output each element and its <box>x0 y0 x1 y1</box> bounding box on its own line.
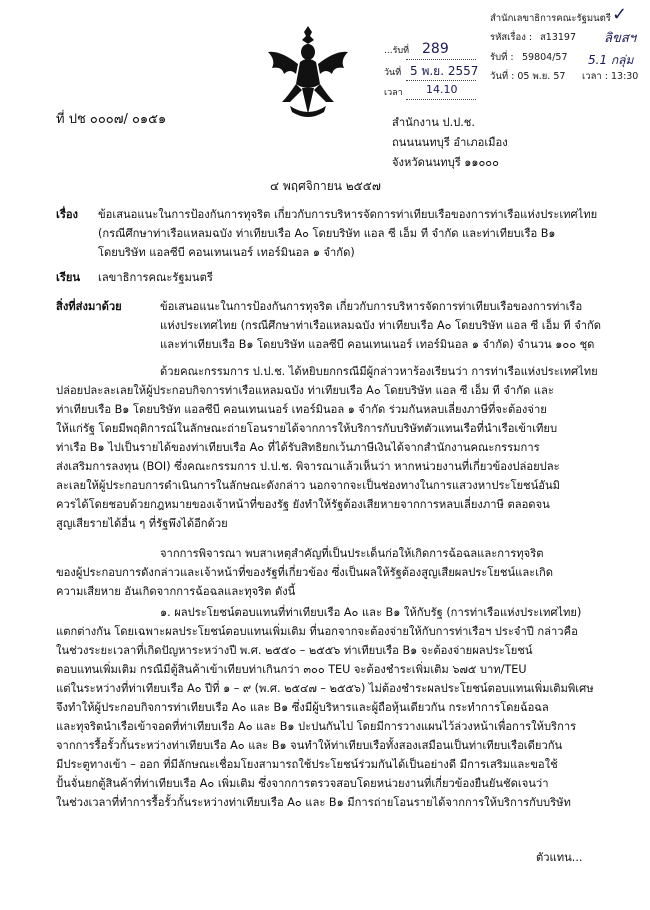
stamp-received-time: เวลา : 13:30 <box>582 71 639 82</box>
para1-line: ท่าเรือ B๑ ไปเป็นรายได้ของท่าเทียบเรือ A๐ ที่ได้รับสิทธิยกเว้นภาษีเงินได้จากสำนักงานคณะกรรมการ <box>56 441 540 454</box>
subject-line-2: (กรณีศึกษาท่าเรือแหลมฉบัง ท่าเทียบเรือ A๐ โดยบริษัท แอล ซี เอ็ม ที จำกัด และท่าเทียบเรือ B๑ <box>98 227 556 240</box>
sender-line-3: จังหวัดนนทบุรี ๑๑๐๐๐ <box>392 156 499 169</box>
enclosure-line-3: และท่าเทียบเรือ B๑ โดยบริษัท แอลซีบี คอนเทนเนอร์ เทอร์มินอล ๑ จำกัด) จำนวน ๑๐๐ ชุด <box>160 338 595 351</box>
para3-line: ในช่วงเวลาที่ทำการรื้อรั้วกั้นระหว่างท่าเทียบเรือ A๐ และ B๑ มีการถ่ายโอนรายได้จากการให้บริการกับบริษัท <box>56 796 571 809</box>
stamp-subject-code-label: รหัสเรื่อง : <box>490 32 533 43</box>
stamp-left-received-value: 289 <box>422 41 449 57</box>
para1-line: ท่าเทียบเรือ B๑ โดยบริษัท แอลซีบี คอนเทนเนอร์ เทอร์มินอล ๑ จำกัด ร่วมกันหลบเลี่ยงภาษีที่จะต้องจ่าย <box>56 403 547 416</box>
stamp-subject-code: ส13197 <box>540 32 577 43</box>
para2-line: ของผู้ประกอบการดังกล่าวและเจ้าหน้าที่ของรัฐที่เกี่ยวข้อง ซึ่งเป็นผลให้รัฐต้องสูญเสียผลประโยชน์และเกิด <box>56 566 554 579</box>
stamp-left-dotline <box>406 99 476 100</box>
reference-number: ที่ ปช ๐๐๐๗/ ๐๑๕๑ <box>56 112 167 127</box>
enclosure-line-1: ข้อเสนอแนะในการป้องกันการทุจริต เกี่ยวกับการบริหารจัดการท่าเทียบเรือของการท่าเรือ <box>160 300 583 313</box>
para2-line: จากการพิจารณา พบสาเหตุสำคัญที่เป็นประเด็นก่อให้เกิดการฉ้อฉลและการทุจริต <box>160 547 544 560</box>
para3-line: จึงทำให้ผู้ประกอบกิจการท่าเทียบเรือ A๐ และ B๑ ซึ่งมีผู้บริหารและผู้ถือหุ้นเดียวกัน กระทำการโดยฉ้อฉล <box>56 701 549 714</box>
to-label: เรียน <box>56 271 81 284</box>
handwritten-tick: ✓ <box>612 4 628 25</box>
stamp-received-no: 59804/57 <box>522 52 568 63</box>
stamp-left-time-label: เวลา <box>384 88 403 98</box>
sender-line-1: สำนักงาน ป.ป.ช. <box>392 116 475 129</box>
stamp-left-date-label: วันที่ <box>384 68 402 78</box>
para1-line: สูญเสียรายได้อื่น ๆ ที่รัฐพึงได้อีกด้วย <box>56 517 228 530</box>
para1-line: ให้แก่รัฐ โดยมีพฤติการณ์ในลักษณะถ่ายโอนรายได้จากการให้บริการกับบริษัทตัวแทนเรือที่นำเรือเข้าเทียบ <box>56 422 558 435</box>
para3-line: ปั้นจั่นยกตู้สินค้าที่ท่าเทียบเรือ A๐ เพิ่มเติม ซึ่งจากการตรวจสอบโดยหน่วยงานที่เกี่ยวข้องยืนยันชัดเจนว่า <box>56 777 549 790</box>
stamp-left-time-value: 14.10 <box>426 83 458 96</box>
stamp-left-dotline <box>406 59 476 60</box>
para3-line: จากการรื้อรั้วกั้นระหว่างท่าเทียบเรือ A๐ และ B๑ จนทำให้ท่าเทียบเรือทั้งสองเสมือนเป็นท่าเทียบเรือเดียวกัน <box>56 739 563 752</box>
stamp-left-dotline <box>406 80 476 81</box>
subject-label: เรื่อง <box>56 208 79 221</box>
para3-line: ตอบแทนเพิ่มเติม กรณีมีตู้สินค้าเข้าเทียบท่าเกินกว่า ๓๐๐ TEU จะต้องชำระเพิ่มเติม ๖๗๕ บาท/TEU <box>56 663 527 676</box>
stamp-office: สำนักเลขาธิการคณะรัฐมนตรี <box>490 13 611 24</box>
garuda-emblem-icon <box>262 22 354 122</box>
para3-line: ๑. ผลประโยชน์ตอบแทนที่ท่าเทียบเรือ A๐ และ B๑ ให้กับรัฐ (การท่าเรือแห่งประเทศไทย) <box>160 606 582 619</box>
stamp-received-date: วันที่ : 05 พ.ย. 57 <box>490 71 566 82</box>
stamp-left-date-value: 5 พ.ย. 2557 <box>410 64 479 78</box>
to-value: เลขาธิการคณะรัฐมนตรี <box>98 271 213 284</box>
letter-date: ๔ พฤศจิกายน ๒๕๕๗ <box>270 179 381 193</box>
enclosure-label: สิ่งที่ส่งมาด้วย <box>56 300 122 313</box>
para3-line: ในช่วงระยะเวลาที่เกิดปัญหาระหว่างปี พ.ศ. ๒๕๕๐ – ๒๕๕๖ ท่าเทียบเรือ B๑ จะต้องจ่ายผลประโยชน์ <box>56 644 533 657</box>
para2-line: ความเสียหาย อันเกิดจากการฉ้อฉลและทุจริต ดังนี้ <box>56 585 296 598</box>
subject-line-1: ข้อเสนอแนะในการป้องกันการทุจริต เกี่ยวกับการบริหารจัดการท่าเทียบเรือของการท่าเรือแห่งประเทศไทย <box>98 208 598 221</box>
para1-line: ส่งเสริมการลงทุน (BOI) ซึ่งคณะกรรมการ ป.ป.ช. พิจารณาแล้วเห็นว่า หากหน่วยงานที่เกี่ยวข้องปล่อยปละ <box>56 460 560 473</box>
subject-line-3: โดยบริษัท แอลซีบี คอนเทนเนอร์ เทอร์มินอล ๑ จำกัด) <box>98 246 355 259</box>
para1-line: ด้วยคณะกรรมการ ป.ป.ช. ได้หยิบยกกรณีมีผู้กล่าวหาร้องเรียนว่า การท่าเรือแห่งประเทศไทย <box>160 365 598 378</box>
para1-line: ควรได้โดยชอบด้วยกฎหมายของเจ้าหน้าที่ของรัฐ ยังทำให้รัฐต้องเสียหายจากการหลบเลี่ยงภาษี ตลอดจน <box>56 498 550 511</box>
enclosure-line-2: แห่งประเทศไทย (กรณีศึกษาท่าเรือแหลมฉบัง ท่าเทียบเรือ A๐ โดยบริษัท แอล ซี เอ็ม ที จำกัด <box>160 319 602 332</box>
para3-line: แต่ในระหว่างที่ท่าเทียบเรือ A๐ ปีที่ ๑ – ๙ (พ.ศ. ๒๕๔๗ – ๒๕๕๖) ไม่ต้องชำระผลประโยชน์ตอบแทนเพิ่มเติมพิเศษ <box>56 682 594 695</box>
continuation-marker: ตัวแทน... <box>536 851 583 864</box>
sender-line-2: ถนนนนทบุรี อำเภอเมือง <box>392 136 508 149</box>
para3-line: และทุจริตนำเรือเข้าจอดที่ท่าเทียบเรือ A๐ และ B๑ ปะปนกันไป โดยมีการวางแผนไว้ล่วงหน้าเพื่อการให้บริการ <box>56 720 577 733</box>
handwritten-note: 5.1 กลุ่ม <box>588 53 634 67</box>
stamp-left-received-label: ...รับที่ <box>384 46 410 56</box>
para1-line: ปล่อยปละละเลยให้ผู้ประกอบกิจการท่าเรือแหลมฉบัง ท่าเทียบเรือ A๐ โดยบริษัท แอล ซี เอ็ม ที จำกัด และ <box>56 384 554 397</box>
para3-line: มีประตูทางเข้า – ออก ที่มีลักษณะเชื่อมโยงสามารถใช้ประโยชน์ร่วมกันได้เป็นอย่างดี มีการเสริมและขอใช้ <box>56 758 558 771</box>
handwritten-signature: ลิขสฯ <box>604 31 637 46</box>
para1-line: ละเลยให้ผู้ประกอบการดำเนินการในลักษณะดังกล่าว นอกจากจะเป็นช่องทางในการแสวงหาประโยชน์อันมิ <box>56 479 561 492</box>
para3-line: แตกต่างกัน โดยเฉพาะผลประโยชน์ตอบแทนเพิ่มเติม ที่นอกจากจะต้องจ่ายให้กับการท่าเรือฯ ประจำปี กล่าวคือ <box>56 625 578 638</box>
stamp-received-no-label: รับที่ : <box>490 52 514 63</box>
